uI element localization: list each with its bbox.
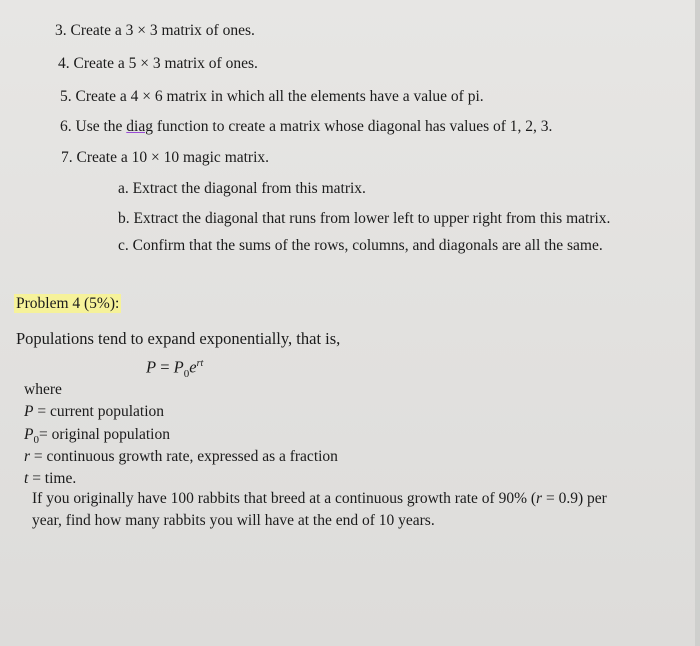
problem-heading xyxy=(14,295,121,313)
item-7a: a. Extract the diagonal from this matrix. xyxy=(118,180,366,197)
page-edge-divider xyxy=(695,0,700,646)
def-original-population xyxy=(24,426,170,449)
problem-intro: Populations tend to expand exponentially, that is, xyxy=(16,329,341,348)
eq-lhs: P xyxy=(146,357,157,377)
eq-e: e xyxy=(189,357,197,377)
problem-heading-text: Problem 4 (5%): xyxy=(16,295,120,312)
def4-text: = time. xyxy=(28,470,77,487)
where-label: where xyxy=(24,381,62,398)
q1-suffix: ) per xyxy=(577,490,607,507)
item-7: 7. Create a 10 × 10 magic matrix. xyxy=(61,149,270,166)
def2-sub: 0 xyxy=(33,434,39,447)
question-line-2: year, find how many rabbits you will have at the end of 10 years. xyxy=(32,512,435,529)
eq-sub: 0 xyxy=(183,367,190,380)
growth-equation xyxy=(146,355,203,383)
def1-text: = current population xyxy=(33,403,165,420)
def-time xyxy=(24,470,76,488)
def-current-population xyxy=(24,403,164,421)
def1-symbol: P xyxy=(24,403,34,420)
item-7c: c. Confirm that the sums of the rows, columns, and diagonals are all the same. xyxy=(118,237,603,254)
def3-text: = continuous growth rate, expressed as a fraction xyxy=(30,448,338,465)
def-growth-rate xyxy=(24,448,338,466)
item-6-suffix: function to create a matrix whose diagonal has values of 1, 2, 3. xyxy=(152,118,553,135)
eq-exponent: rt xyxy=(196,358,204,369)
item-7b: b. Extract the diagonal that runs from lower left to upper right from this matrix. xyxy=(118,210,611,227)
q1-prefix: If you originally have 100 rabbits that breed at a continuous growth rate of 90% ( xyxy=(32,490,537,507)
question-line-1 xyxy=(32,490,607,508)
def2-symbol: P xyxy=(24,426,34,443)
eq-p: P xyxy=(173,357,184,377)
q1-mid: = 0.9 xyxy=(542,490,578,507)
item-5: 5. Create a 4 × 6 matrix in which all the elements have a value of pi. xyxy=(60,88,484,105)
def2-text: = original population xyxy=(38,426,170,443)
item-3: 3. Create a 3 × 3 matrix of ones. xyxy=(55,22,255,39)
def4-symbol: t xyxy=(24,470,29,487)
item-6-prefix: 6. Use the xyxy=(60,118,127,135)
item-4: 4. Create a 5 × 3 matrix of ones. xyxy=(58,55,258,72)
item-6 xyxy=(60,118,552,136)
q1-r: r xyxy=(536,490,543,507)
def3-symbol: r xyxy=(24,448,31,465)
eq-equals: = xyxy=(156,357,174,377)
diag-keyword: diag xyxy=(126,118,153,135)
